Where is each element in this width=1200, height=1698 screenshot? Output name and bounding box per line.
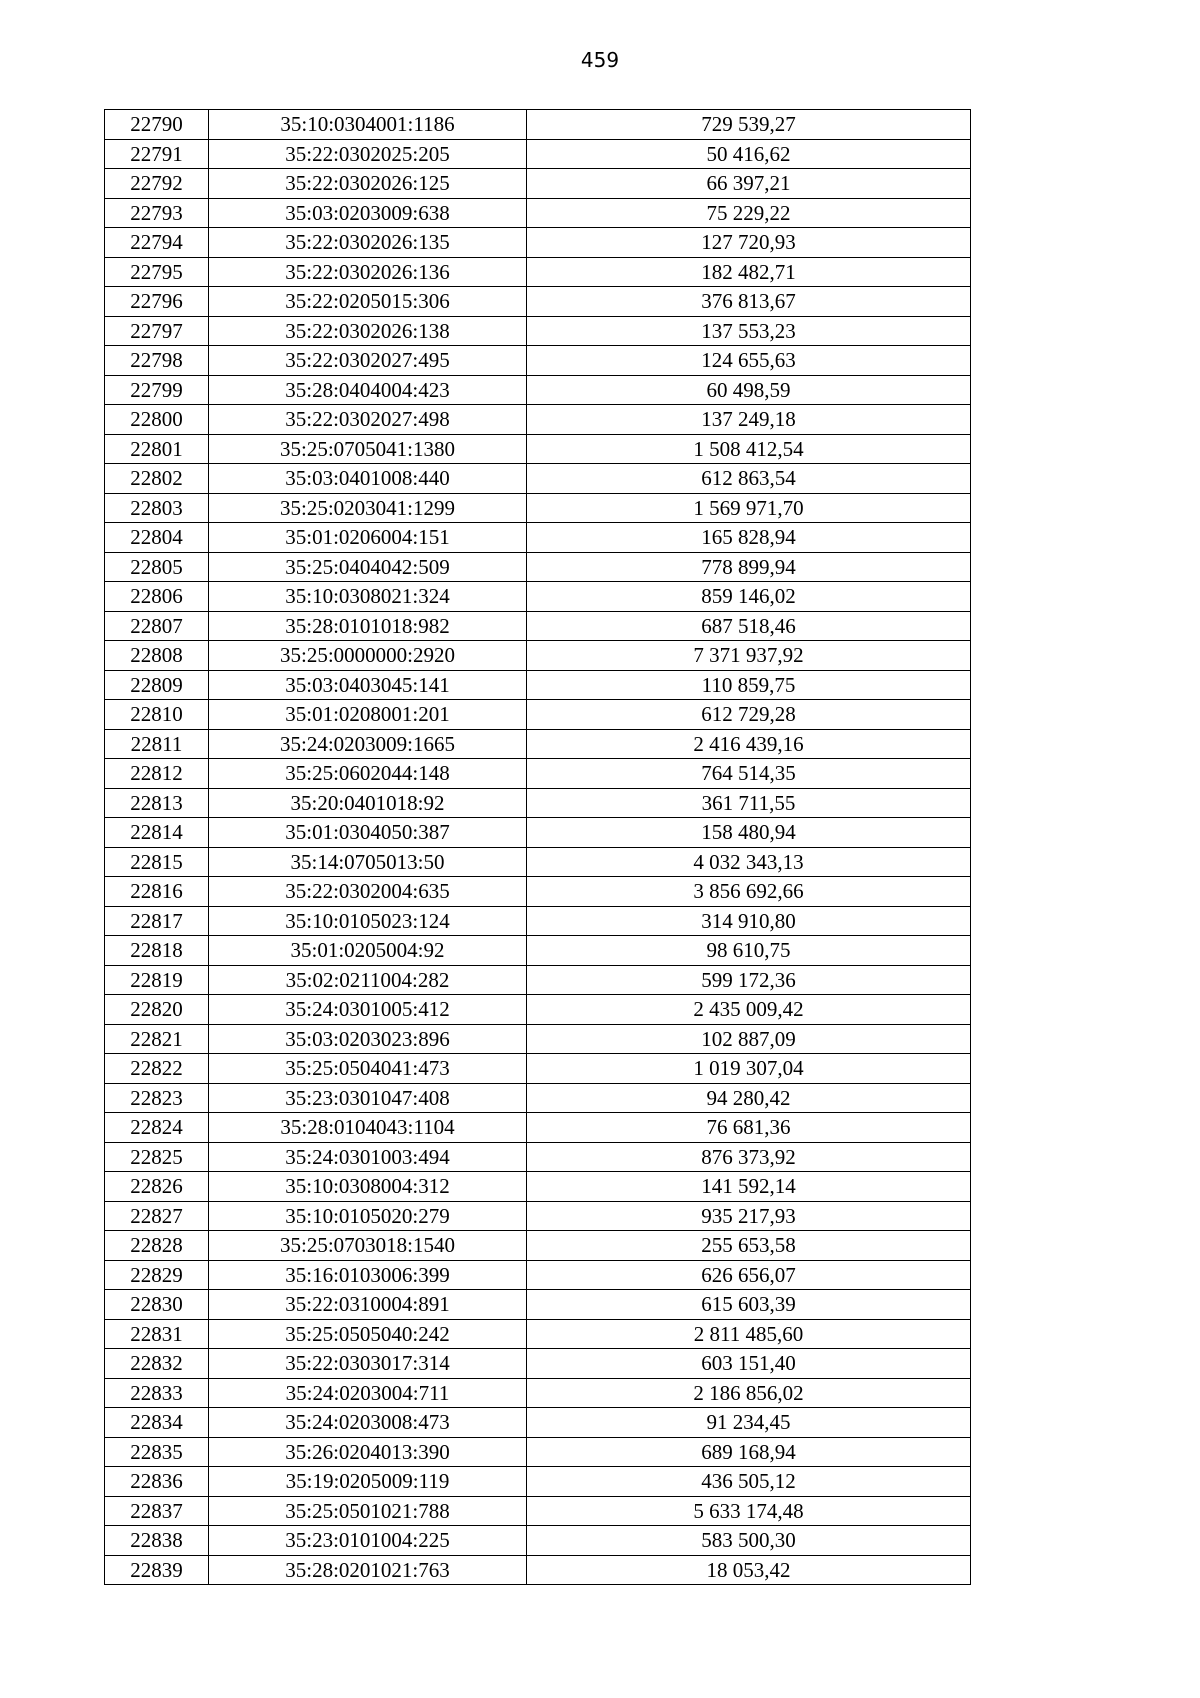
table-row bbox=[105, 375, 971, 405]
page-number: 459 bbox=[580, 48, 620, 72]
row-number-cell: 22826 bbox=[105, 1172, 209, 1202]
row-number-cell: 22792 bbox=[105, 169, 209, 199]
row-number-cell: 22801 bbox=[105, 434, 209, 464]
cadastral-value-cell: 583 500,30 bbox=[527, 1526, 971, 1556]
cadastral-value-cell: 102 887,09 bbox=[527, 1024, 971, 1054]
cadastral-number-cell: 35:25:0504041:473 bbox=[209, 1054, 527, 1084]
table-row bbox=[105, 641, 971, 671]
cadastral-number-cell: 35:28:0201021:763 bbox=[209, 1555, 527, 1585]
row-number-cell: 22815 bbox=[105, 847, 209, 877]
table-row bbox=[105, 1319, 971, 1349]
row-number-cell: 22804 bbox=[105, 523, 209, 553]
row-number-cell: 22829 bbox=[105, 1260, 209, 1290]
table-row bbox=[105, 936, 971, 966]
table-row bbox=[105, 700, 971, 730]
cadastral-number-cell: 35:22:0302026:125 bbox=[209, 169, 527, 199]
cadastral-number-cell: 35:22:0302026:138 bbox=[209, 316, 527, 346]
row-number-cell: 22795 bbox=[105, 257, 209, 287]
row-number-cell: 22816 bbox=[105, 877, 209, 907]
row-number-cell: 22831 bbox=[105, 1319, 209, 1349]
cadastral-value-cell: 141 592,14 bbox=[527, 1172, 971, 1202]
table-row bbox=[105, 818, 971, 848]
table-row bbox=[105, 1290, 971, 1320]
row-number-cell: 22797 bbox=[105, 316, 209, 346]
cadastral-value-cell: 599 172,36 bbox=[527, 965, 971, 995]
cadastral-number-cell: 35:01:0304050:387 bbox=[209, 818, 527, 848]
cadastral-value-cell: 5 633 174,48 bbox=[527, 1496, 971, 1526]
row-number-cell: 22820 bbox=[105, 995, 209, 1025]
row-number-cell: 22793 bbox=[105, 198, 209, 228]
cadastral-number-cell: 35:25:0705041:1380 bbox=[209, 434, 527, 464]
cadastral-number-cell: 35:03:0203009:638 bbox=[209, 198, 527, 228]
table-row bbox=[105, 1083, 971, 1113]
cadastral-value-cell: 124 655,63 bbox=[527, 346, 971, 376]
table-row bbox=[105, 1172, 971, 1202]
cadastral-number-cell: 35:22:0302004:635 bbox=[209, 877, 527, 907]
cadastral-value-cell: 859 146,02 bbox=[527, 582, 971, 612]
row-number-cell: 22823 bbox=[105, 1083, 209, 1113]
cadastral-number-cell: 35:25:0703018:1540 bbox=[209, 1231, 527, 1261]
cadastral-value-cell: 687 518,46 bbox=[527, 611, 971, 641]
cadastral-value-cell: 110 859,75 bbox=[527, 670, 971, 700]
row-number-cell: 22814 bbox=[105, 818, 209, 848]
row-number-cell: 22808 bbox=[105, 641, 209, 671]
cadastral-number-cell: 35:10:0304001:1186 bbox=[209, 110, 527, 140]
cadastral-number-cell: 35:24:0203004:711 bbox=[209, 1378, 527, 1408]
cadastral-number-cell: 35:22:0302025:205 bbox=[209, 139, 527, 169]
cadastral-value-cell: 2 416 439,16 bbox=[527, 729, 971, 759]
table-row bbox=[105, 582, 971, 612]
cadastral-number-cell: 35:24:0203009:1665 bbox=[209, 729, 527, 759]
cadastral-number-cell: 35:22:0302026:135 bbox=[209, 228, 527, 258]
cadastral-number-cell: 35:01:0205004:92 bbox=[209, 936, 527, 966]
cadastral-number-cell: 35:22:0302027:498 bbox=[209, 405, 527, 435]
row-number-cell: 22825 bbox=[105, 1142, 209, 1172]
cadastral-value-cell: 60 498,59 bbox=[527, 375, 971, 405]
table-row bbox=[105, 1113, 971, 1143]
table-row bbox=[105, 1142, 971, 1172]
row-number-cell: 22819 bbox=[105, 965, 209, 995]
cadastral-value-cell: 626 656,07 bbox=[527, 1260, 971, 1290]
cadastral-number-cell: 35:23:0101004:225 bbox=[209, 1526, 527, 1556]
cadastral-value-cell: 158 480,94 bbox=[527, 818, 971, 848]
cadastral-value-cell: 94 280,42 bbox=[527, 1083, 971, 1113]
table-row bbox=[105, 1408, 971, 1438]
cadastral-number-cell: 35:25:0000000:2920 bbox=[209, 641, 527, 671]
cadastral-value-cell: 7 371 937,92 bbox=[527, 641, 971, 671]
cadastral-number-cell: 35:10:0105023:124 bbox=[209, 906, 527, 936]
table-row bbox=[105, 1054, 971, 1084]
row-number-cell: 22834 bbox=[105, 1408, 209, 1438]
cadastral-value-cell: 76 681,36 bbox=[527, 1113, 971, 1143]
table-row bbox=[105, 1526, 971, 1556]
cadastral-number-cell: 35:10:0105020:279 bbox=[209, 1201, 527, 1231]
table-row bbox=[105, 523, 971, 553]
table-row bbox=[105, 464, 971, 494]
cadastral-value-cell: 1 019 307,04 bbox=[527, 1054, 971, 1084]
row-number-cell: 22830 bbox=[105, 1290, 209, 1320]
cadastral-value-cell: 2 435 009,42 bbox=[527, 995, 971, 1025]
cadastral-value-cell: 1 569 971,70 bbox=[527, 493, 971, 523]
row-number-cell: 22794 bbox=[105, 228, 209, 258]
table-row bbox=[105, 759, 971, 789]
cadastral-value-cell: 2 811 485,60 bbox=[527, 1319, 971, 1349]
cadastral-number-cell: 35:28:0404004:423 bbox=[209, 375, 527, 405]
cadastral-number-cell: 35:10:0308004:312 bbox=[209, 1172, 527, 1202]
row-number-cell: 22803 bbox=[105, 493, 209, 523]
cadastral-number-cell: 35:26:0204013:390 bbox=[209, 1437, 527, 1467]
table-row bbox=[105, 906, 971, 936]
row-number-cell: 22838 bbox=[105, 1526, 209, 1556]
row-number-cell: 22807 bbox=[105, 611, 209, 641]
table-row bbox=[105, 729, 971, 759]
cadastral-value-cell: 603 151,40 bbox=[527, 1349, 971, 1379]
cadastral-number-cell: 35:03:0403045:141 bbox=[209, 670, 527, 700]
cadastral-value-cell: 255 653,58 bbox=[527, 1231, 971, 1261]
table-body bbox=[105, 110, 971, 1585]
table-row bbox=[105, 1555, 971, 1585]
cadastral-number-cell: 35:25:0505040:242 bbox=[209, 1319, 527, 1349]
cadastral-value-cell: 689 168,94 bbox=[527, 1437, 971, 1467]
row-number-cell: 22791 bbox=[105, 139, 209, 169]
cadastral-value-cell: 729 539,27 bbox=[527, 110, 971, 140]
cadastral-number-cell: 35:10:0308021:324 bbox=[209, 582, 527, 612]
row-number-cell: 22821 bbox=[105, 1024, 209, 1054]
cadastral-number-cell: 35:20:0401018:92 bbox=[209, 788, 527, 818]
cadastral-value-cell: 182 482,71 bbox=[527, 257, 971, 287]
cadastral-value-cell: 75 229,22 bbox=[527, 198, 971, 228]
cadastral-number-cell: 35:24:0301003:494 bbox=[209, 1142, 527, 1172]
row-number-cell: 22827 bbox=[105, 1201, 209, 1231]
row-number-cell: 22822 bbox=[105, 1054, 209, 1084]
cadastral-number-cell: 35:22:0302027:495 bbox=[209, 346, 527, 376]
table-row bbox=[105, 316, 971, 346]
cadastral-number-cell: 35:22:0205015:306 bbox=[209, 287, 527, 317]
cadastral-number-cell: 35:25:0602044:148 bbox=[209, 759, 527, 789]
row-number-cell: 22806 bbox=[105, 582, 209, 612]
cadastral-value-cell: 50 416,62 bbox=[527, 139, 971, 169]
table-row bbox=[105, 493, 971, 523]
table-row bbox=[105, 1349, 971, 1379]
cadastral-number-cell: 35:22:0310004:891 bbox=[209, 1290, 527, 1320]
cadastral-value-cell: 18 053,42 bbox=[527, 1555, 971, 1585]
table-row bbox=[105, 1467, 971, 1497]
table-row bbox=[105, 198, 971, 228]
cadastral-value-cell: 612 863,54 bbox=[527, 464, 971, 494]
table-row bbox=[105, 877, 971, 907]
cadastral-value-cell: 2 186 856,02 bbox=[527, 1378, 971, 1408]
cadastral-value-cell: 66 397,21 bbox=[527, 169, 971, 199]
row-number-cell: 22837 bbox=[105, 1496, 209, 1526]
table-row bbox=[105, 287, 971, 317]
cadastral-number-cell: 35:01:0206004:151 bbox=[209, 523, 527, 553]
table-row bbox=[105, 1437, 971, 1467]
cadastral-value-cell: 137 553,23 bbox=[527, 316, 971, 346]
table-row bbox=[105, 1024, 971, 1054]
cadastral-value-cell: 436 505,12 bbox=[527, 1467, 971, 1497]
cadastral-value-cell: 376 813,67 bbox=[527, 287, 971, 317]
table-row bbox=[105, 139, 971, 169]
cadastral-value-cell: 91 234,45 bbox=[527, 1408, 971, 1438]
cadastral-number-cell: 35:25:0404042:509 bbox=[209, 552, 527, 582]
cadastral-number-cell: 35:01:0208001:201 bbox=[209, 700, 527, 730]
table-row bbox=[105, 995, 971, 1025]
cadastral-number-cell: 35:24:0301005:412 bbox=[209, 995, 527, 1025]
table-row bbox=[105, 552, 971, 582]
cadastral-value-cell: 314 910,80 bbox=[527, 906, 971, 936]
cadastral-value-cell: 3 856 692,66 bbox=[527, 877, 971, 907]
table-row bbox=[105, 405, 971, 435]
cadastral-value-cell: 615 603,39 bbox=[527, 1290, 971, 1320]
cadastral-value-cell: 361 711,55 bbox=[527, 788, 971, 818]
cadastral-number-cell: 35:28:0101018:982 bbox=[209, 611, 527, 641]
cadastral-number-cell: 35:03:0401008:440 bbox=[209, 464, 527, 494]
row-number-cell: 22812 bbox=[105, 759, 209, 789]
table-row bbox=[105, 847, 971, 877]
cadastral-value-cell: 764 514,35 bbox=[527, 759, 971, 789]
table-row bbox=[105, 788, 971, 818]
table-row bbox=[105, 257, 971, 287]
cadastral-value-cell: 98 610,75 bbox=[527, 936, 971, 966]
table-row bbox=[105, 965, 971, 995]
row-number-cell: 22790 bbox=[105, 110, 209, 140]
cadastral-value-cell: 778 899,94 bbox=[527, 552, 971, 582]
row-number-cell: 22798 bbox=[105, 346, 209, 376]
cadastral-value-table bbox=[104, 109, 971, 1585]
cadastral-value-cell: 127 720,93 bbox=[527, 228, 971, 258]
cadastral-number-cell: 35:25:0501021:788 bbox=[209, 1496, 527, 1526]
table-row bbox=[105, 611, 971, 641]
row-number-cell: 22836 bbox=[105, 1467, 209, 1497]
table-row bbox=[105, 228, 971, 258]
table-row bbox=[105, 110, 971, 140]
cadastral-number-cell: 35:02:0211004:282 bbox=[209, 965, 527, 995]
table-row bbox=[105, 169, 971, 199]
row-number-cell: 22796 bbox=[105, 287, 209, 317]
cadastral-number-cell: 35:22:0302026:136 bbox=[209, 257, 527, 287]
cadastral-number-cell: 35:25:0203041:1299 bbox=[209, 493, 527, 523]
row-number-cell: 22813 bbox=[105, 788, 209, 818]
row-number-cell: 22839 bbox=[105, 1555, 209, 1585]
table-row bbox=[105, 346, 971, 376]
cadastral-value-cell: 935 217,93 bbox=[527, 1201, 971, 1231]
cadastral-number-cell: 35:23:0301047:408 bbox=[209, 1083, 527, 1113]
cadastral-number-cell: 35:22:0303017:314 bbox=[209, 1349, 527, 1379]
cadastral-number-cell: 35:28:0104043:1104 bbox=[209, 1113, 527, 1143]
cadastral-number-cell: 35:19:0205009:119 bbox=[209, 1467, 527, 1497]
row-number-cell: 22828 bbox=[105, 1231, 209, 1261]
table-row bbox=[105, 1496, 971, 1526]
table-row bbox=[105, 670, 971, 700]
cadastral-number-cell: 35:24:0203008:473 bbox=[209, 1408, 527, 1438]
table-row bbox=[105, 434, 971, 464]
cadastral-value-cell: 4 032 343,13 bbox=[527, 847, 971, 877]
row-number-cell: 22805 bbox=[105, 552, 209, 582]
row-number-cell: 22833 bbox=[105, 1378, 209, 1408]
cadastral-value-cell: 137 249,18 bbox=[527, 405, 971, 435]
row-number-cell: 22800 bbox=[105, 405, 209, 435]
table-row bbox=[105, 1378, 971, 1408]
row-number-cell: 22810 bbox=[105, 700, 209, 730]
cadastral-number-cell: 35:16:0103006:399 bbox=[209, 1260, 527, 1290]
row-number-cell: 22817 bbox=[105, 906, 209, 936]
row-number-cell: 22811 bbox=[105, 729, 209, 759]
cadastral-number-cell: 35:03:0203023:896 bbox=[209, 1024, 527, 1054]
cadastral-number-cell: 35:14:0705013:50 bbox=[209, 847, 527, 877]
cadastral-value-cell: 876 373,92 bbox=[527, 1142, 971, 1172]
table-row bbox=[105, 1260, 971, 1290]
table-row bbox=[105, 1231, 971, 1261]
row-number-cell: 22802 bbox=[105, 464, 209, 494]
row-number-cell: 22832 bbox=[105, 1349, 209, 1379]
row-number-cell: 22809 bbox=[105, 670, 209, 700]
cadastral-value-cell: 1 508 412,54 bbox=[527, 434, 971, 464]
row-number-cell: 22799 bbox=[105, 375, 209, 405]
cadastral-value-cell: 165 828,94 bbox=[527, 523, 971, 553]
cadastral-value-cell: 612 729,28 bbox=[527, 700, 971, 730]
table-row bbox=[105, 1201, 971, 1231]
row-number-cell: 22835 bbox=[105, 1437, 209, 1467]
row-number-cell: 22818 bbox=[105, 936, 209, 966]
row-number-cell: 22824 bbox=[105, 1113, 209, 1143]
